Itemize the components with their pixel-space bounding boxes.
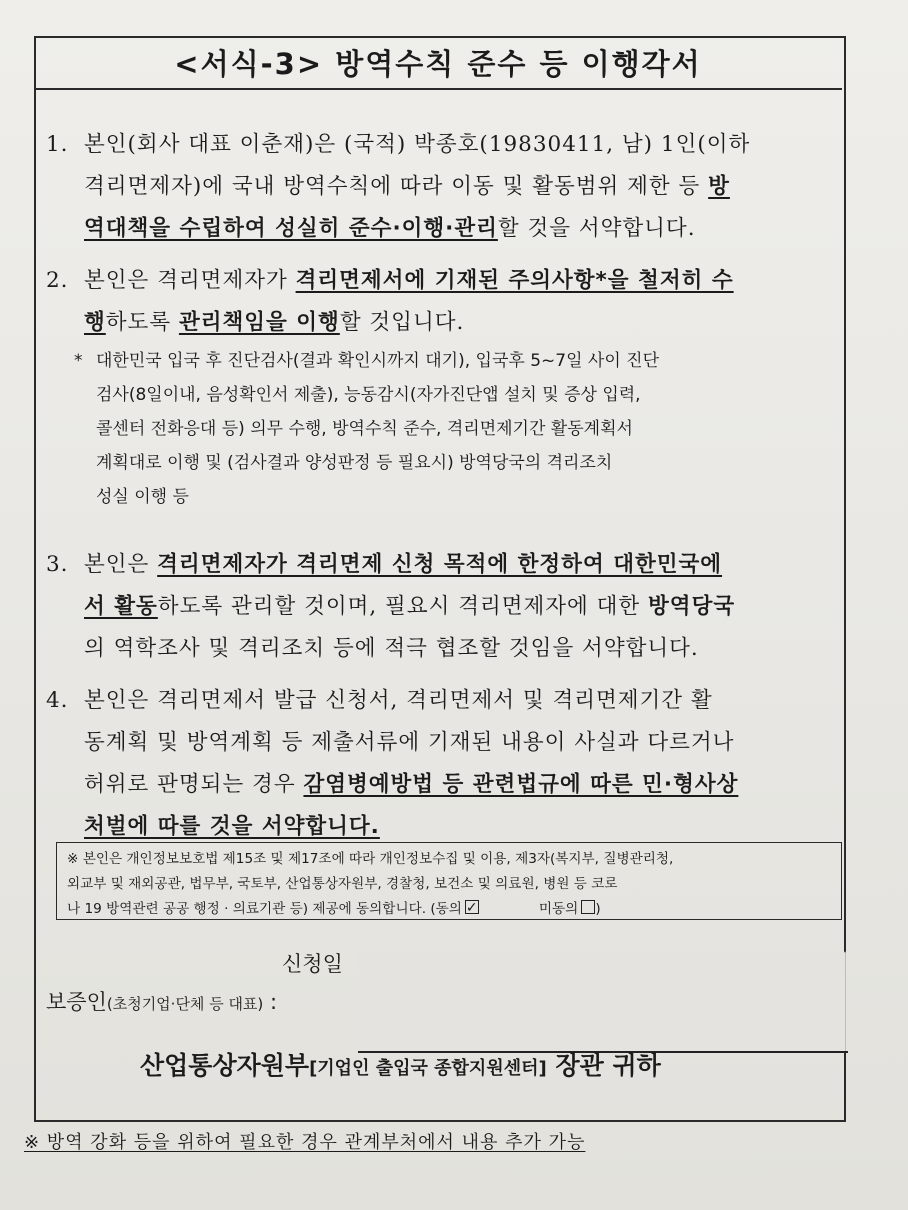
redacted-signature-area	[358, 952, 846, 1052]
application-date-label: 신청일	[282, 952, 343, 976]
pledge-item-1	[46, 124, 858, 250]
item-line: 의 역학조사 및 격리조치 등에 적극 협조할 것임을 서약합니다.	[84, 636, 699, 661]
item-line: 역대책을 수립하여 성실히 준수·이행·관리할 것을 서약합니다.	[84, 216, 696, 241]
item-number: 4.	[46, 688, 69, 713]
item-number: 1.	[46, 132, 69, 157]
item-line: 허위로 판명되는 경우 감염병예방법 등 관련법규에 따른 민·형사상	[84, 772, 739, 797]
note-line: 대한민국 입국 후 진단검사(결과 확인시까지 대기), 입국후 5~7일 사이 진단	[96, 351, 659, 371]
item-line: 본인은 격리면제자가 격리면제 신청 목적에 한정하여 대한민국에	[84, 552, 723, 577]
guarantor-label: 보증인(초청기업·단체 등 대표) :	[46, 990, 278, 1014]
privacy-consent-box	[56, 842, 842, 920]
note-line: 계획대로 이행 및 (검사결과 양성판정 등 필요시) 방역당국의 격리조치	[96, 453, 613, 473]
item-line: 처벌에 따를 것을 서약합니다.	[84, 814, 380, 839]
note-line: 콜센터 전화응대 등) 의무 수행, 방역수칙 준수, 격리면제기간 활동계획서	[96, 419, 633, 439]
item-line: 행하도록 관리책임을 이행할 것입니다.	[84, 310, 465, 335]
pledge-item-4	[46, 680, 858, 848]
footnote: ※ 방역 강화 등을 위하여 필요한 경우 관계부처에서 내용 추가 가능	[24, 1132, 586, 1153]
consent-line: ※ 본인은 개인정보보호법 제15조 및 제17조에 따라 개인정보수집 및 이용, 제3자(복지부, 질병관리청,	[67, 851, 674, 867]
note-line: 성실 이행 등	[96, 487, 189, 507]
form-title: <서식-3> 방역수칙 준수 등 이행각서	[34, 36, 842, 90]
note-line: 검사(8일이내, 음성확인서 제출), 능동감시(자가진단앱 설치 및 증상 입력,	[96, 385, 641, 405]
disagree-checkbox[interactable]	[581, 900, 595, 914]
asterisk-mark: *	[74, 351, 83, 371]
consent-line: 나 19 방역관련 공공 행정 · 의료기관 등) 제공에 동의합니다. (동의✓ 미동의 )	[67, 897, 841, 922]
agree-checkbox[interactable]	[465, 900, 479, 914]
item-number: 3.	[46, 552, 69, 577]
item-line: 동계획 및 방역계획 등 제출서류에 기재된 내용이 사실과 다르거나	[84, 730, 735, 755]
item-line: 본인(회사 대표 이춘재)은 (국적) 박종호(19830411, 남) 1인(이하	[84, 132, 751, 157]
item-line: 본인은 격리면제서 발급 신청서, 격리면제서 및 격리면제기간 활	[84, 688, 713, 713]
addressee-line: 산업통상자원부[기업인 출입국 종합지원센터] 장관 귀하	[140, 1051, 661, 1080]
item-number: 2.	[46, 268, 69, 293]
item-line: 격리면제자)에 국내 방역수칙에 따라 이동 및 활동범위 제한 등 방	[84, 174, 730, 199]
pledge-item-3	[46, 544, 858, 670]
consent-line: 외교부 및 재외공관, 법무부, 국토부, 산업통상자원부, 경찰청, 보건소 및 의료원, 병원 등 코로	[67, 876, 618, 892]
disagree-label: 미동의	[538, 901, 579, 917]
item-line: 서 활동하도록 관리할 것이며, 필요시 격리면제자에 대한 방역당국	[84, 594, 736, 619]
item-line: 본인은 격리면제자가 격리면제서에 기재된 주의사항*을 철저히 수	[84, 268, 734, 293]
precaution-note	[74, 344, 866, 514]
pledge-item-2	[46, 260, 858, 344]
